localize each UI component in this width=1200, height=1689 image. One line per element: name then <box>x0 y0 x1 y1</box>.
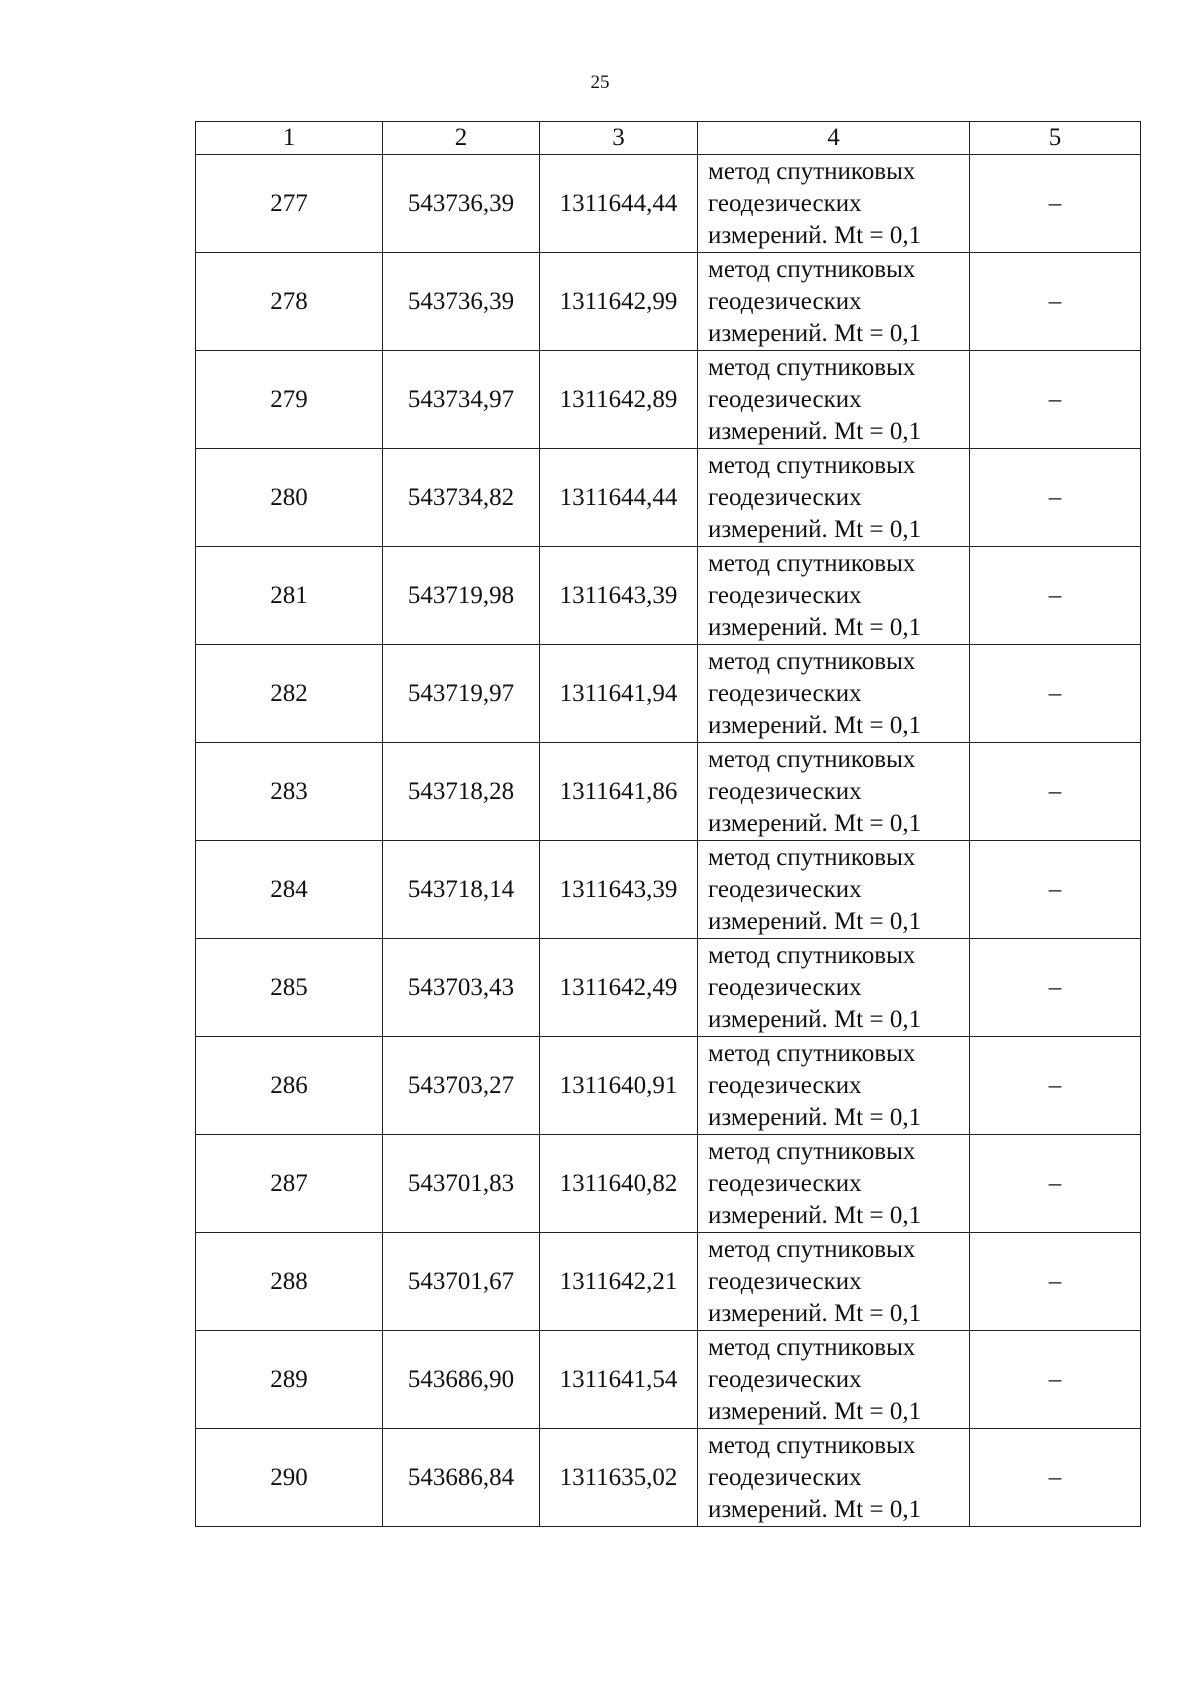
method-line: метод спутниковых <box>708 1235 916 1263</box>
y-coordinate-cell: 1311642,89 <box>540 351 698 449</box>
note-cell: – <box>970 939 1141 1037</box>
method-line: измерений. Mt = 0,1 <box>708 1005 922 1033</box>
table-row <box>196 155 1141 253</box>
method-line: геодезических <box>708 1169 862 1197</box>
point-number-cell: 282 <box>196 645 383 743</box>
x-coordinate-cell: 543701,83 <box>383 1135 540 1233</box>
point-number-cell: 288 <box>196 1233 383 1331</box>
point-number-cell: 277 <box>196 155 383 253</box>
point-number-cell: 285 <box>196 939 383 1037</box>
method-line: измерений. Mt = 0,1 <box>708 515 922 543</box>
column-header-5: 5 <box>970 122 1141 155</box>
table-row <box>196 1331 1141 1429</box>
note-cell: – <box>970 253 1141 351</box>
y-coordinate-cell: 1311640,91 <box>540 1037 698 1135</box>
table-row <box>196 1233 1141 1331</box>
method-line: метод спутниковых <box>708 745 916 773</box>
method-line: геодезических <box>708 777 862 805</box>
method-line: метод спутниковых <box>708 1431 916 1459</box>
x-coordinate-cell: 543718,14 <box>383 841 540 939</box>
x-coordinate-cell: 543703,27 <box>383 1037 540 1135</box>
method-line: метод спутниковых <box>708 941 916 969</box>
point-number-cell: 279 <box>196 351 383 449</box>
point-number-cell: 290 <box>196 1429 383 1527</box>
method-line: метод спутниковых <box>708 353 916 381</box>
point-number-cell: 281 <box>196 547 383 645</box>
method-line: геодезических <box>708 385 862 413</box>
method-cell <box>698 1037 970 1135</box>
point-number-cell: 278 <box>196 253 383 351</box>
coordinates-table <box>195 121 1141 1527</box>
column-header-2: 2 <box>383 122 540 155</box>
y-coordinate-cell: 1311644,44 <box>540 449 698 547</box>
y-coordinate-cell: 1311644,44 <box>540 155 698 253</box>
note-cell: – <box>970 1037 1141 1135</box>
point-number-cell: 286 <box>196 1037 383 1135</box>
method-line: измерений. Mt = 0,1 <box>708 221 922 249</box>
method-line: измерений. Mt = 0,1 <box>708 1299 922 1327</box>
method-line: геодезических <box>708 1267 862 1295</box>
note-cell: – <box>970 155 1141 253</box>
table-row <box>196 547 1141 645</box>
y-coordinate-cell: 1311641,94 <box>540 645 698 743</box>
method-line: геодезических <box>708 581 862 609</box>
x-coordinate-cell: 543686,84 <box>383 1429 540 1527</box>
method-cell <box>698 449 970 547</box>
method-line: геодезических <box>708 1365 862 1393</box>
method-line: метод спутниковых <box>708 157 916 185</box>
method-line: метод спутниковых <box>708 451 916 479</box>
point-number-cell: 283 <box>196 743 383 841</box>
y-coordinate-cell: 1311642,49 <box>540 939 698 1037</box>
method-cell <box>698 1135 970 1233</box>
method-line: геодезических <box>708 1463 862 1491</box>
method-line: измерений. Mt = 0,1 <box>708 1201 922 1229</box>
point-number-cell: 287 <box>196 1135 383 1233</box>
x-coordinate-cell: 543701,67 <box>383 1233 540 1331</box>
table-body <box>196 155 1141 1527</box>
method-line: метод спутниковых <box>708 647 916 675</box>
point-number-cell: 284 <box>196 841 383 939</box>
method-line: измерений. Mt = 0,1 <box>708 1397 922 1425</box>
note-cell: – <box>970 547 1141 645</box>
table-row <box>196 939 1141 1037</box>
x-coordinate-cell: 543719,97 <box>383 645 540 743</box>
x-coordinate-cell: 543736,39 <box>383 155 540 253</box>
method-line: измерений. Mt = 0,1 <box>708 711 922 739</box>
x-coordinate-cell: 543686,90 <box>383 1331 540 1429</box>
note-cell: – <box>970 1429 1141 1527</box>
method-line: метод спутниковых <box>708 1137 916 1165</box>
method-cell <box>698 155 970 253</box>
note-cell: – <box>970 1135 1141 1233</box>
method-line: измерений. Mt = 0,1 <box>708 417 922 445</box>
x-coordinate-cell: 543719,98 <box>383 547 540 645</box>
note-cell: – <box>970 1233 1141 1331</box>
y-coordinate-cell: 1311643,39 <box>540 841 698 939</box>
note-cell: – <box>970 1331 1141 1429</box>
table-row <box>196 253 1141 351</box>
method-line: измерений. Mt = 0,1 <box>708 907 922 935</box>
table-row <box>196 841 1141 939</box>
method-cell <box>698 645 970 743</box>
method-line: геодезических <box>708 973 862 1001</box>
method-line: измерений. Mt = 0,1 <box>708 1103 922 1131</box>
method-cell <box>698 253 970 351</box>
note-cell: – <box>970 743 1141 841</box>
note-cell: – <box>970 449 1141 547</box>
column-header-1: 1 <box>196 122 383 155</box>
note-cell: – <box>970 351 1141 449</box>
x-coordinate-cell: 543736,39 <box>383 253 540 351</box>
x-coordinate-cell: 543734,97 <box>383 351 540 449</box>
method-line: геодезических <box>708 1071 862 1099</box>
x-coordinate-cell: 543718,28 <box>383 743 540 841</box>
page-number: 25 <box>590 72 610 93</box>
table-header-row <box>196 122 1141 155</box>
y-coordinate-cell: 1311641,86 <box>540 743 698 841</box>
method-line: измерений. Mt = 0,1 <box>708 809 922 837</box>
y-coordinate-cell: 1311635,02 <box>540 1429 698 1527</box>
method-cell <box>698 841 970 939</box>
method-line: метод спутниковых <box>708 843 916 871</box>
method-line: геодезических <box>708 679 862 707</box>
method-line: метод спутниковых <box>708 1333 916 1361</box>
method-cell <box>698 1233 970 1331</box>
table-row <box>196 1429 1141 1527</box>
table-row <box>196 1135 1141 1233</box>
method-cell <box>698 743 970 841</box>
method-cell <box>698 939 970 1037</box>
method-cell <box>698 547 970 645</box>
table-row <box>196 743 1141 841</box>
x-coordinate-cell: 543734,82 <box>383 449 540 547</box>
table-row <box>196 449 1141 547</box>
y-coordinate-cell: 1311641,54 <box>540 1331 698 1429</box>
method-line: измерений. Mt = 0,1 <box>708 1495 922 1523</box>
method-cell <box>698 1429 970 1527</box>
point-number-cell: 280 <box>196 449 383 547</box>
method-line: метод спутниковых <box>708 255 916 283</box>
method-line: геодезических <box>708 287 862 315</box>
y-coordinate-cell: 1311643,39 <box>540 547 698 645</box>
y-coordinate-cell: 1311642,99 <box>540 253 698 351</box>
x-coordinate-cell: 543703,43 <box>383 939 540 1037</box>
method-line: метод спутниковых <box>708 549 916 577</box>
method-line: измерений. Mt = 0,1 <box>708 319 922 347</box>
y-coordinate-cell: 1311640,82 <box>540 1135 698 1233</box>
method-line: метод спутниковых <box>708 1039 916 1067</box>
method-cell <box>698 351 970 449</box>
note-cell: – <box>970 841 1141 939</box>
point-number-cell: 289 <box>196 1331 383 1429</box>
method-cell <box>698 1331 970 1429</box>
table-row <box>196 645 1141 743</box>
method-line: геодезических <box>708 483 862 511</box>
table-row <box>196 351 1141 449</box>
column-header-3: 3 <box>540 122 698 155</box>
column-header-4: 4 <box>698 122 970 155</box>
note-cell: – <box>970 645 1141 743</box>
table-row <box>196 1037 1141 1135</box>
method-line: геодезических <box>708 189 862 217</box>
method-line: геодезических <box>708 875 862 903</box>
y-coordinate-cell: 1311642,21 <box>540 1233 698 1331</box>
method-line: измерений. Mt = 0,1 <box>708 613 922 641</box>
